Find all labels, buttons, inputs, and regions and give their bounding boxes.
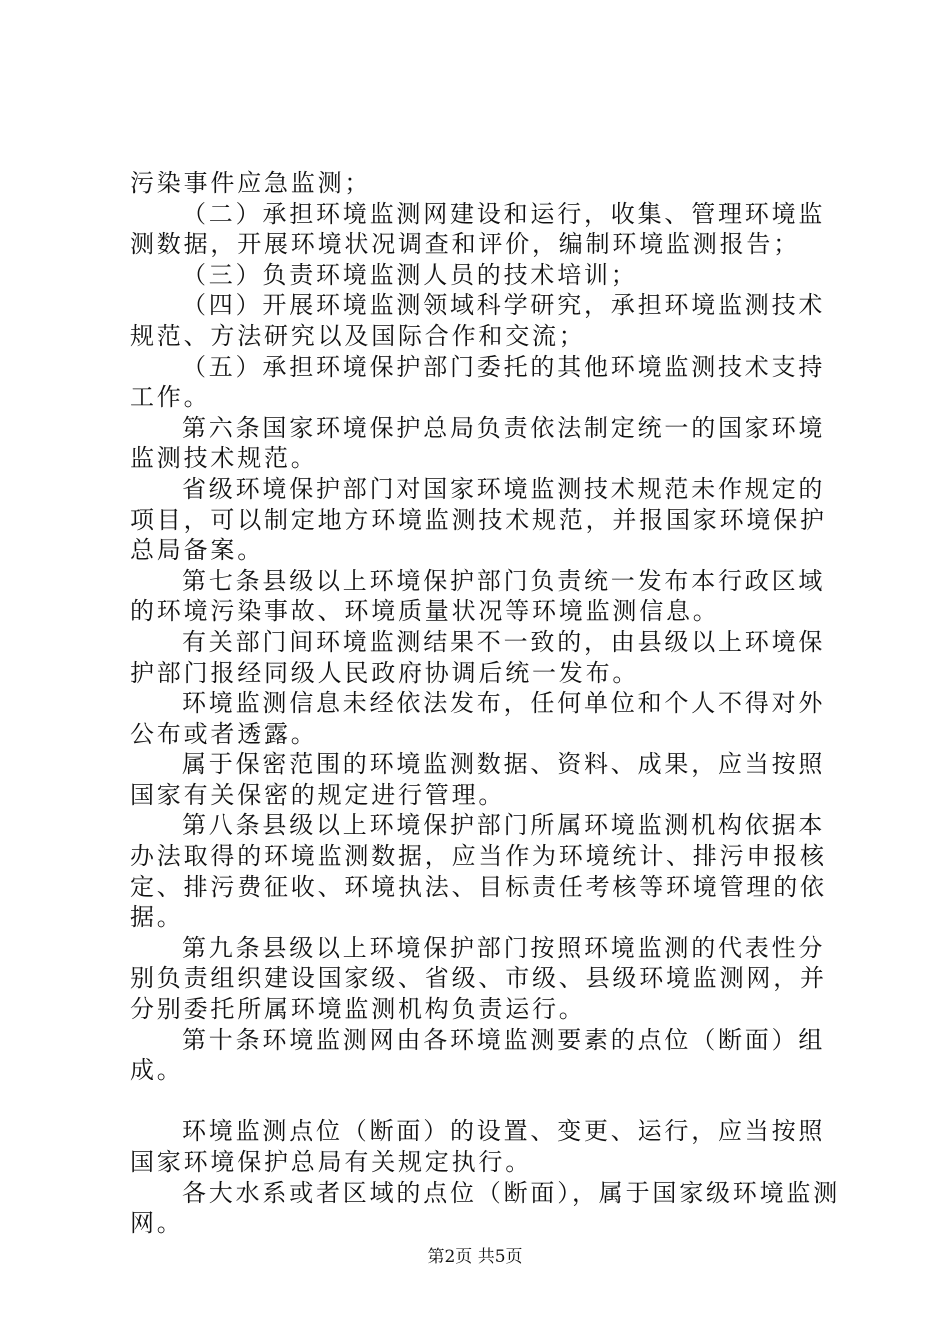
paragraph: （五）承担环境保护部门委托的其他环境监测技术支持工作。 <box>130 352 826 412</box>
paragraph: 省级环境保护部门对国家环境监测技术规范未作规定的项目，可以制定地方环境监测技术规范，并报国家环境保护总局备案。 <box>130 474 827 565</box>
paragraph: 第六条国家环境保护总局负责依法制定统一的国家环境监测技术规范。 <box>130 413 826 473</box>
paragraph: （二）承担环境监测网建设和运行，收集、管理环境监测数据，开展环境状况调查和评价，编制环境监测报告； <box>130 199 826 259</box>
paragraph: 污染事件应急监测； <box>130 169 372 197</box>
paragraph: 有关部门间环境监测结果不一致的，由县级以上环境保护部门报经同级人民政府协调后统一发布。 <box>130 627 826 687</box>
paragraph: （四）开展环境监测领域科学研究，承担环境监测技术规范、方法研究以及国际合作和交流； <box>130 291 826 350</box>
paragraph: 第十条环境监测网由各环境监测要素的点位（断面）组成。 <box>130 1025 826 1085</box>
paragraph: 属于保密范围的环境监测数据、资料、成果，应当按照国家有关保密的规定进行管理。 <box>130 750 826 809</box>
paragraph: 第七条县级以上环境保护部门负责统一发布本行政区域的环境污染事故、环境质量状况等环境监测信息。 <box>130 566 826 626</box>
paragraph: 第八条县级以上环境保护部门所属环境监测机构依据本办法取得的环境监测数据，应当作为环境统计、排污申报核定、排污费征收、环境执法、目标责任考核等环境管理的依据。 <box>130 811 827 932</box>
document-body <box>130 168 850 1239</box>
paragraph: 第九条县级以上环境保护部门按照环境监测的代表性分别负责组织建设国家级、省级、市级、县级环境监测网，并分别委托所属环境监测机构负责运行。 <box>130 933 827 1024</box>
page-footer <box>0 1242 950 1267</box>
paragraph: （三）负责环境监测人员的技术培训； <box>182 260 638 289</box>
paragraph: 各大水系或者区域的点位（断面），属于国家级环境监测网。 <box>130 1178 840 1238</box>
paragraph: 环境监测点位（断面）的设置、变更、运行，应当按照国家环境保护总局有关规定执行。 <box>130 1117 826 1176</box>
page-number-label: 第2页 共5页 <box>427 1247 523 1267</box>
blank-line <box>130 1086 850 1117</box>
paragraph: 环境监测信息未经依法发布，任何单位和个人不得对外公布或者透露。 <box>130 689 826 748</box>
